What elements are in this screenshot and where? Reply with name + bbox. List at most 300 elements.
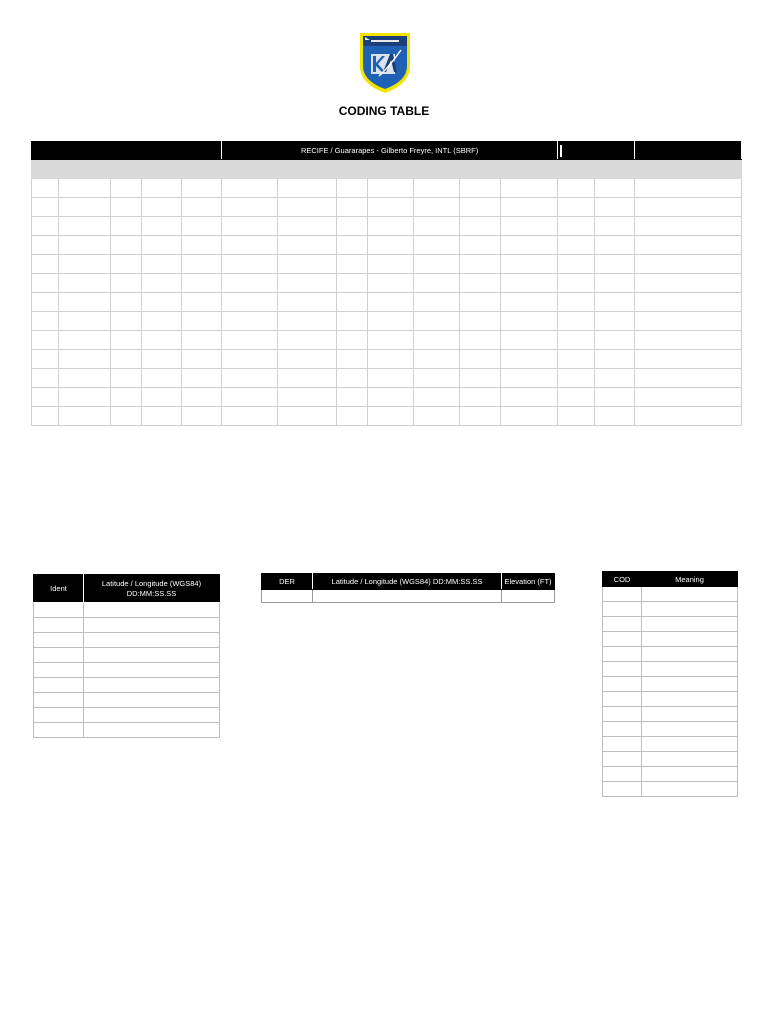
table-row: [32, 274, 742, 293]
table-cell[interactable]: [32, 236, 59, 255]
table-cell[interactable]: [460, 274, 501, 293]
table-cell[interactable]: [368, 179, 414, 198]
table-cell[interactable]: [414, 236, 460, 255]
table-cell[interactable]: [278, 312, 337, 331]
table-cell[interactable]: [603, 647, 642, 662]
table-cell[interactable]: [635, 198, 742, 217]
table-row: [32, 369, 742, 388]
table-cell[interactable]: [142, 312, 182, 331]
table-cell[interactable]: [595, 331, 635, 350]
table-cell[interactable]: [603, 707, 642, 722]
table-cell[interactable]: [635, 388, 742, 407]
table-cell[interactable]: [460, 312, 501, 331]
table-cell[interactable]: [222, 198, 278, 217]
table-cell[interactable]: [111, 350, 142, 369]
table-row: [32, 198, 742, 217]
meaning-column-header: Meaning: [642, 572, 738, 587]
table-cell[interactable]: [59, 350, 111, 369]
table-cell[interactable]: [222, 407, 278, 426]
table-cell[interactable]: [111, 198, 142, 217]
der-table-body: [262, 590, 555, 603]
table-cell[interactable]: [595, 255, 635, 274]
table-cell[interactable]: [59, 274, 111, 293]
table-cell[interactable]: [111, 331, 142, 350]
table-cell[interactable]: [337, 388, 368, 407]
table-cell[interactable]: [34, 603, 84, 618]
table-cell[interactable]: [278, 198, 337, 217]
table-cell[interactable]: [642, 617, 738, 632]
table-cell[interactable]: [414, 331, 460, 350]
table-row: [34, 648, 220, 663]
table-cell[interactable]: [142, 388, 182, 407]
table-cell[interactable]: [603, 587, 642, 602]
table-cell[interactable]: [111, 312, 142, 331]
table-cell[interactable]: [337, 198, 368, 217]
table-cell[interactable]: [32, 388, 59, 407]
table-cell[interactable]: [501, 179, 558, 198]
table-cell[interactable]: [278, 369, 337, 388]
table-cell[interactable]: [368, 236, 414, 255]
table-cell[interactable]: [84, 618, 220, 633]
table-cell[interactable]: [222, 331, 278, 350]
table-cell[interactable]: [460, 331, 501, 350]
table-cell[interactable]: [32, 274, 59, 293]
der-column-header: DER: [262, 574, 313, 590]
airport-header-cell: RECIFE / Guararapes - Gilberto Freyre, INTL (SBRF): [222, 142, 558, 160]
table-cell[interactable]: [595, 274, 635, 293]
table-cell[interactable]: [501, 293, 558, 312]
table-cell[interactable]: [182, 274, 222, 293]
table-cell[interactable]: [368, 407, 414, 426]
table-cell[interactable]: [142, 236, 182, 255]
table-cell[interactable]: [111, 274, 142, 293]
table-cell[interactable]: [414, 350, 460, 369]
waypoint-table-body: [34, 603, 220, 738]
table-cell[interactable]: [313, 590, 502, 603]
table-row: [603, 737, 738, 752]
table-cell[interactable]: [501, 369, 558, 388]
table-cell[interactable]: [558, 255, 595, 274]
table-cell[interactable]: [59, 407, 111, 426]
table-cell[interactable]: [368, 388, 414, 407]
cod-column-header: COD: [603, 572, 642, 587]
table-cell[interactable]: [368, 274, 414, 293]
table-cell[interactable]: [222, 236, 278, 255]
table-row: [34, 603, 220, 618]
table-cell[interactable]: [595, 293, 635, 312]
table-cell[interactable]: [34, 723, 84, 738]
table-row: [34, 708, 220, 723]
code-table: [602, 571, 738, 797]
table-cell[interactable]: [32, 217, 59, 236]
table-cell[interactable]: [558, 350, 595, 369]
table-cell[interactable]: [642, 647, 738, 662]
waypoint-table: [33, 574, 220, 738]
table-cell[interactable]: [34, 693, 84, 708]
table-cell[interactable]: [642, 677, 738, 692]
table-cell[interactable]: [34, 708, 84, 723]
table-cell[interactable]: [34, 633, 84, 648]
table-cell[interactable]: [111, 369, 142, 388]
table-cell[interactable]: [84, 648, 220, 663]
table-cell[interactable]: [460, 236, 501, 255]
table-cell[interactable]: [635, 236, 742, 255]
table-cell[interactable]: [635, 179, 742, 198]
table-cell[interactable]: [558, 331, 595, 350]
der-lat-long-column-header: Latitude / Longitude (WGS84) DD:MM:SS.SS: [313, 574, 502, 590]
table-cell[interactable]: [603, 602, 642, 617]
table-cell[interactable]: [414, 274, 460, 293]
table-cell[interactable]: [368, 369, 414, 388]
table-row: [603, 692, 738, 707]
table-row: [34, 693, 220, 708]
table-cell[interactable]: [460, 179, 501, 198]
table-cell[interactable]: [460, 350, 501, 369]
table-cell[interactable]: [595, 179, 635, 198]
table-cell[interactable]: [603, 767, 642, 782]
table-cell[interactable]: [111, 407, 142, 426]
table-cell[interactable]: [59, 388, 111, 407]
table-cell[interactable]: [34, 618, 84, 633]
table-cell[interactable]: [278, 236, 337, 255]
table-cell[interactable]: [558, 388, 595, 407]
header-cell: [635, 142, 742, 160]
table-cell[interactable]: [414, 388, 460, 407]
table-cell[interactable]: [558, 407, 595, 426]
table-cell[interactable]: [501, 350, 558, 369]
table-cell[interactable]: [182, 217, 222, 236]
table-cell[interactable]: [278, 407, 337, 426]
table-cell[interactable]: [142, 179, 182, 198]
table-cell[interactable]: [278, 179, 337, 198]
table-cell[interactable]: [368, 217, 414, 236]
header-cell: [558, 142, 635, 160]
table-row: [603, 722, 738, 737]
page-title: CODING TABLE: [338, 104, 430, 118]
table-cell[interactable]: [182, 331, 222, 350]
table-cell[interactable]: [34, 648, 84, 663]
table-cell[interactable]: [111, 293, 142, 312]
table-cell[interactable]: [142, 198, 182, 217]
table-cell[interactable]: [222, 388, 278, 407]
coding-table-header-row: [32, 142, 742, 160]
table-cell[interactable]: [558, 274, 595, 293]
table-cell[interactable]: [142, 369, 182, 388]
table-cell[interactable]: [558, 179, 595, 198]
table-cell[interactable]: [501, 331, 558, 350]
table-cell[interactable]: [32, 331, 59, 350]
table-cell[interactable]: [278, 331, 337, 350]
table-cell[interactable]: [635, 274, 742, 293]
table-cell[interactable]: [278, 217, 337, 236]
table-cell[interactable]: [32, 293, 59, 312]
table-cell[interactable]: [142, 293, 182, 312]
table-cell[interactable]: [337, 179, 368, 198]
table-cell[interactable]: [182, 312, 222, 331]
table-row: [603, 662, 738, 677]
table-cell[interactable]: [460, 198, 501, 217]
table-row: [34, 723, 220, 738]
table-cell[interactable]: [32, 179, 59, 198]
table-cell[interactable]: [222, 217, 278, 236]
table-row: [603, 782, 738, 797]
table-cell[interactable]: [368, 350, 414, 369]
table-cell[interactable]: [59, 179, 111, 198]
table-cell[interactable]: [642, 692, 738, 707]
table-row: [32, 312, 742, 331]
table-cell[interactable]: [111, 388, 142, 407]
table-cell[interactable]: [182, 293, 222, 312]
table-cell[interactable]: [595, 236, 635, 255]
table-cell[interactable]: [111, 255, 142, 274]
table-cell[interactable]: [278, 293, 337, 312]
table-cell[interactable]: [501, 407, 558, 426]
table-cell[interactable]: [414, 312, 460, 331]
table-cell[interactable]: [368, 293, 414, 312]
table-cell[interactable]: [32, 198, 59, 217]
table-cell[interactable]: [262, 590, 313, 603]
table-cell[interactable]: [558, 236, 595, 255]
table-cell[interactable]: [635, 350, 742, 369]
academy-shield-logo: [359, 32, 411, 94]
table-cell[interactable]: [501, 217, 558, 236]
table-cell[interactable]: [595, 217, 635, 236]
table-cell[interactable]: [278, 350, 337, 369]
header-divider: [560, 145, 562, 157]
table-cell[interactable]: [368, 255, 414, 274]
table-cell[interactable]: [460, 407, 501, 426]
table-cell[interactable]: [642, 707, 738, 722]
table-cell[interactable]: [642, 752, 738, 767]
table-cell[interactable]: [603, 617, 642, 632]
table-cell[interactable]: [603, 692, 642, 707]
table-cell[interactable]: [502, 590, 555, 603]
table-cell[interactable]: [182, 407, 222, 426]
table-cell[interactable]: [59, 236, 111, 255]
table-cell[interactable]: [414, 293, 460, 312]
table-cell[interactable]: [603, 782, 642, 797]
table-cell[interactable]: [595, 388, 635, 407]
table-cell[interactable]: [460, 369, 501, 388]
table-cell[interactable]: [278, 388, 337, 407]
table-cell[interactable]: [414, 407, 460, 426]
coding-table-body: [32, 179, 742, 426]
table-row: [603, 647, 738, 662]
table-cell[interactable]: [84, 663, 220, 678]
der-table: [261, 573, 555, 603]
table-cell[interactable]: [222, 350, 278, 369]
table-cell[interactable]: [642, 737, 738, 752]
table-cell[interactable]: [368, 198, 414, 217]
table-cell[interactable]: [59, 293, 111, 312]
table-row: [603, 752, 738, 767]
table-row: [32, 217, 742, 236]
table-cell[interactable]: [414, 198, 460, 217]
table-cell[interactable]: [642, 632, 738, 647]
table-row: [603, 617, 738, 632]
table-cell[interactable]: [59, 369, 111, 388]
table-cell[interactable]: [84, 708, 220, 723]
table-cell[interactable]: [142, 274, 182, 293]
table-cell[interactable]: [635, 217, 742, 236]
table-cell[interactable]: [142, 255, 182, 274]
table-cell[interactable]: [337, 217, 368, 236]
table-cell[interactable]: [603, 722, 642, 737]
table-cell[interactable]: [595, 407, 635, 426]
table-cell[interactable]: [182, 236, 222, 255]
table-cell[interactable]: [142, 407, 182, 426]
table-cell[interactable]: [337, 407, 368, 426]
table-cell[interactable]: [278, 255, 337, 274]
table-cell[interactable]: [182, 255, 222, 274]
table-cell[interactable]: [642, 722, 738, 737]
table-cell[interactable]: [635, 312, 742, 331]
table-cell[interactable]: [111, 236, 142, 255]
table-row: [603, 632, 738, 647]
table-cell[interactable]: [32, 312, 59, 331]
table-cell[interactable]: [337, 293, 368, 312]
table-cell[interactable]: [558, 293, 595, 312]
table-cell[interactable]: [182, 388, 222, 407]
table-cell[interactable]: [460, 293, 501, 312]
table-cell[interactable]: [337, 312, 368, 331]
table-cell[interactable]: [32, 350, 59, 369]
table-row: [32, 331, 742, 350]
table-row: [603, 707, 738, 722]
table-cell[interactable]: [337, 236, 368, 255]
table-cell[interactable]: [32, 369, 59, 388]
table-cell[interactable]: [111, 179, 142, 198]
table-cell[interactable]: [635, 255, 742, 274]
table-row: [34, 633, 220, 648]
table-cell[interactable]: [84, 678, 220, 693]
table-cell[interactable]: [222, 293, 278, 312]
table-cell[interactable]: [642, 587, 738, 602]
table-cell[interactable]: [34, 663, 84, 678]
table-row: [32, 388, 742, 407]
table-cell[interactable]: [59, 312, 111, 331]
table-cell[interactable]: [460, 255, 501, 274]
table-row: [34, 618, 220, 633]
table-cell[interactable]: [414, 369, 460, 388]
table-cell[interactable]: [182, 369, 222, 388]
table-cell[interactable]: [501, 198, 558, 217]
table-row: [32, 293, 742, 312]
table-cell[interactable]: [337, 331, 368, 350]
table-cell[interactable]: [142, 217, 182, 236]
table-cell[interactable]: [642, 662, 738, 677]
table-cell[interactable]: [59, 217, 111, 236]
table-cell[interactable]: [222, 369, 278, 388]
table-row: [32, 255, 742, 274]
ident-column-header: Ident: [34, 575, 84, 603]
table-cell[interactable]: [84, 723, 220, 738]
table-cell[interactable]: [460, 388, 501, 407]
table-cell[interactable]: [603, 677, 642, 692]
table-cell[interactable]: [414, 179, 460, 198]
table-cell[interactable]: [222, 312, 278, 331]
table-cell[interactable]: [337, 255, 368, 274]
table-cell[interactable]: [642, 782, 738, 797]
table-cell[interactable]: [142, 331, 182, 350]
table-cell[interactable]: [603, 632, 642, 647]
table-row: [603, 587, 738, 602]
table-cell[interactable]: [414, 255, 460, 274]
table-cell[interactable]: [222, 255, 278, 274]
table-cell[interactable]: [595, 312, 635, 331]
table-cell[interactable]: [34, 678, 84, 693]
table-cell[interactable]: [642, 602, 738, 617]
table-row: [603, 677, 738, 692]
table-cell[interactable]: [501, 274, 558, 293]
table-cell[interactable]: [368, 331, 414, 350]
table-cell[interactable]: [368, 312, 414, 331]
table-cell[interactable]: [111, 217, 142, 236]
table-row: [32, 407, 742, 426]
table-cell[interactable]: [414, 217, 460, 236]
table-cell[interactable]: [460, 217, 501, 236]
table-cell[interactable]: [603, 752, 642, 767]
table-cell[interactable]: [558, 217, 595, 236]
table-cell[interactable]: [595, 350, 635, 369]
table-cell[interactable]: [595, 369, 635, 388]
table-cell[interactable]: [32, 255, 59, 274]
table-cell[interactable]: [278, 274, 337, 293]
table-cell[interactable]: [32, 407, 59, 426]
table-row: [262, 590, 555, 603]
table-cell[interactable]: [59, 255, 111, 274]
table-cell[interactable]: [182, 179, 222, 198]
table-cell[interactable]: [635, 369, 742, 388]
table-cell[interactable]: [84, 693, 220, 708]
table-cell[interactable]: [558, 198, 595, 217]
table-cell[interactable]: [337, 350, 368, 369]
table-cell[interactable]: [603, 662, 642, 677]
table-cell[interactable]: [635, 407, 742, 426]
table-row: [34, 678, 220, 693]
lat-long-column-header: Latitude / Longitude (WGS84) DD:MM:SS.SS: [84, 575, 220, 603]
coding-table: [31, 141, 742, 426]
table-cell[interactable]: [558, 369, 595, 388]
table-cell[interactable]: [142, 350, 182, 369]
table-cell[interactable]: [222, 179, 278, 198]
table-cell[interactable]: [635, 293, 742, 312]
table-cell[interactable]: [642, 767, 738, 782]
table-cell[interactable]: [603, 737, 642, 752]
header-cell: [32, 142, 222, 160]
table-cell[interactable]: [59, 198, 111, 217]
table-cell[interactable]: [182, 198, 222, 217]
table-cell[interactable]: [595, 198, 635, 217]
table-row: [603, 767, 738, 782]
table-row: [34, 663, 220, 678]
table-cell[interactable]: [501, 236, 558, 255]
table-cell[interactable]: [84, 603, 220, 618]
table-cell[interactable]: [59, 331, 111, 350]
table-cell[interactable]: [337, 369, 368, 388]
table-cell[interactable]: [501, 255, 558, 274]
table-cell[interactable]: [222, 274, 278, 293]
table-row: [603, 602, 738, 617]
table-cell[interactable]: [501, 388, 558, 407]
table-cell[interactable]: [635, 331, 742, 350]
table-cell[interactable]: [84, 633, 220, 648]
table-cell[interactable]: [337, 274, 368, 293]
table-cell[interactable]: [558, 312, 595, 331]
elevation-column-header: Elevation (FT): [502, 574, 555, 590]
table-cell[interactable]: [501, 312, 558, 331]
table-cell[interactable]: [182, 350, 222, 369]
